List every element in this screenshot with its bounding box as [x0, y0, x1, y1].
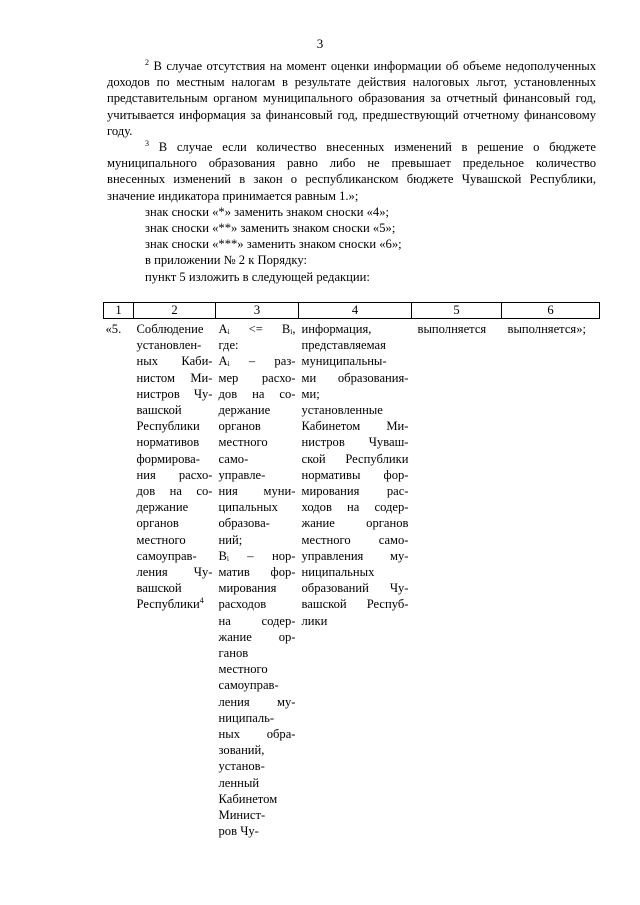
cell-line: нистров Чуваш-: [301, 435, 409, 450]
cell-line: где:: [218, 338, 239, 353]
cell-line: управле-: [218, 467, 266, 482]
column-header: 4: [299, 303, 412, 319]
cell-line: установленные: [301, 403, 383, 418]
cell-line: местного: [218, 662, 268, 677]
cell-line: местного: [136, 532, 186, 547]
cell-line: держание: [218, 403, 271, 418]
replace-line-4: знак сноски «*» заменить знаком сноски «4»;: [145, 204, 390, 219]
cell-line: мирования рас-: [301, 484, 409, 499]
cell-line: держание: [136, 500, 189, 515]
cell-line: нистров Чу-: [136, 386, 213, 401]
footnote-3: [107, 139, 596, 204]
cell-line: ления му-: [218, 694, 296, 709]
cell-source: [299, 319, 412, 840]
footnote-mark: 2: [145, 57, 149, 67]
cell-line: формирова-: [136, 451, 200, 466]
replace-line-5: знак сноски «**» заменить знаком сноски «5»;: [145, 221, 396, 236]
cell-line: нормативов: [136, 435, 200, 450]
cell-line: жание ор-: [218, 629, 296, 644]
cell-line: образова-: [218, 516, 270, 531]
cell-line: зований,: [218, 743, 265, 758]
cell-line: ния расхо-: [136, 467, 213, 482]
cell-line: вашской: [136, 581, 182, 596]
cell-line: образований Чу-: [301, 581, 409, 596]
cell-line: ской Республики: [301, 451, 409, 466]
cell-line: Bᵢ – нор-: [218, 548, 296, 563]
data-table: [103, 302, 600, 840]
cell-line: вашской: [136, 403, 182, 418]
page-number: 3: [316, 36, 324, 51]
cell-number: «5.: [105, 322, 122, 336]
table-row: [104, 319, 600, 840]
cell-line: Кабинетом: [218, 791, 278, 806]
table-header-row: [104, 303, 600, 319]
footnote-mark: 4: [199, 596, 204, 606]
cell-line: управления му-: [301, 548, 409, 563]
cell-line: жание органов: [301, 516, 409, 531]
cell-line: ных Каби-: [136, 354, 213, 369]
footnote-mark: 3: [145, 138, 149, 148]
cell-line: местного само-: [301, 532, 409, 547]
cell-line: Aᵢ – раз-: [218, 354, 296, 369]
indicator-last-word: Республики: [136, 597, 200, 612]
cell-line: матив фор-: [218, 565, 296, 580]
cell-line: установлен-: [136, 338, 202, 353]
cell-line: нистом Ми-: [136, 370, 213, 385]
formula-text: [219, 321, 296, 840]
column-header: 3: [216, 303, 299, 319]
cell-line: органов: [218, 419, 261, 434]
cell-col5: выполняется: [417, 322, 487, 336]
cell-line: Соблюдение: [136, 322, 204, 336]
cell-line: Aᵢ <= Bᵢ,: [218, 322, 296, 336]
document-body: [107, 58, 596, 285]
cell-line: мер расхо-: [218, 370, 296, 385]
replace-line-6: знак сноски «***» заменить знаком сноски «6»;: [145, 237, 402, 252]
cell-line: ганов: [218, 646, 249, 661]
cell-line: ходов на содер-: [301, 500, 409, 515]
cell-line: на содер-: [218, 613, 296, 628]
cell-line: ми;: [301, 386, 320, 401]
footnote-2: [107, 58, 596, 139]
appendix-line: в приложении № 2 к Порядку:: [145, 253, 307, 268]
source-text: [302, 321, 409, 629]
cell-line: расходов: [218, 597, 267, 612]
cell-line: местного: [218, 435, 268, 450]
cell-line: само-: [218, 451, 249, 466]
cell-line: дов на со-: [218, 386, 296, 401]
indicator-last-line: [137, 597, 204, 611]
cell-line: информация,: [301, 322, 372, 336]
indicator-text: [137, 321, 213, 596]
cell-line: ных обра-: [218, 727, 296, 742]
cell-indicator: [134, 319, 216, 840]
cell-line: Кабинетом Ми-: [301, 419, 409, 434]
cell-line: нормативы фор-: [301, 467, 409, 482]
column-header: 1: [104, 303, 134, 319]
cell-line: ниципальных: [301, 565, 375, 580]
footnote-text: В случае отсутствия на момент оценки информации об объеме недополученных доходов по местным налогам в результате действия налоговых льгот, установленных представительным органом муниципального образования за отчетный финансовый год, учитывается информация за финансовый год, предшествующий отчетному финансовому году.: [107, 59, 596, 138]
cell-line: органов: [136, 516, 179, 531]
cell-col6: выполняется»;: [507, 322, 587, 336]
cell-line: лики: [301, 613, 328, 628]
cell-line: Минист-: [218, 808, 266, 823]
cell-line: установ-: [218, 759, 265, 774]
cell-line: самоуправ-: [136, 548, 197, 563]
cell-line: мирования: [218, 581, 277, 596]
cell-line: дов на со-: [136, 484, 213, 499]
cell-line: ципальных: [218, 500, 278, 515]
item5-line: пункт 5 изложить в следующей редакции:: [145, 269, 370, 284]
cell-line: ленный: [218, 775, 260, 790]
cell-line: представляемая: [301, 338, 386, 353]
column-header: 2: [134, 303, 216, 319]
cell-line: самоуправ-: [218, 678, 279, 693]
column-header: 5: [412, 303, 502, 319]
footnote-text: В случае если количество внесенных изменений в решение о бюджете муниципального образования равно либо не превышает предельное количество внесенных изменений в закон о республиканском бюджете Чувашской Республики, значение индикатора принимается равным 1.»;: [107, 140, 596, 203]
cell-line: ров Чу-: [218, 824, 259, 839]
cell-formula: [216, 319, 299, 840]
cell-line: ниципаль-: [218, 710, 275, 725]
cell-line: ления Чу-: [136, 565, 213, 580]
cell-line: муниципальны-: [301, 354, 387, 369]
cell-line: ния муни-: [218, 484, 296, 499]
cell-line: Республики: [136, 419, 200, 434]
column-header: 6: [502, 303, 600, 319]
cell-line: ми образования-: [301, 370, 409, 385]
cell-line: вашской Респуб-: [301, 597, 409, 612]
cell-line: ний;: [218, 532, 243, 547]
